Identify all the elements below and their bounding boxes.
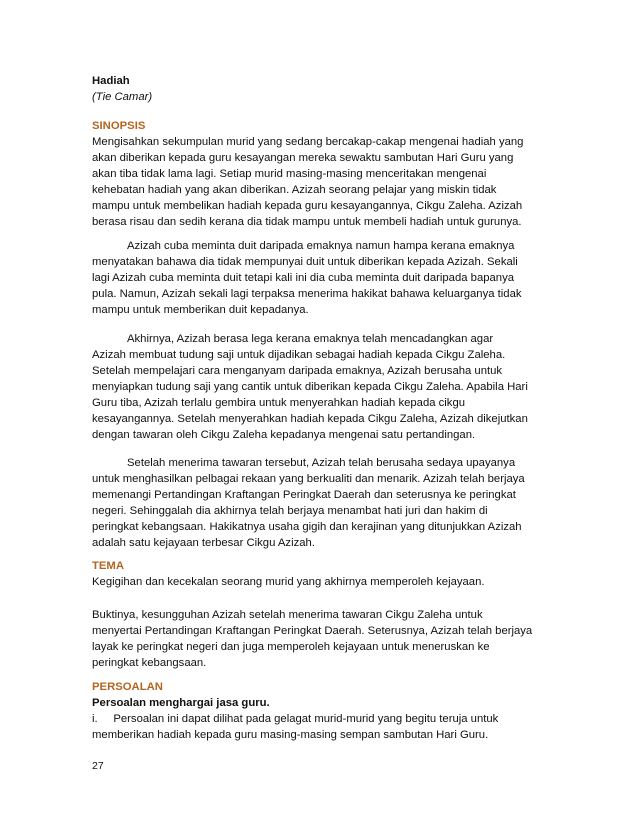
sinopsis-p3-line: Akhirnya, Azizah berasa lega kerana emaknya telah mencadangkan agar	[127, 333, 494, 345]
sinopsis-p3-line: Azizah membuat tudung saji untuk dijadikan sebagai hadiah kepada Cikgu Zaleha.	[92, 349, 506, 361]
sinopsis-heading: SINOPSIS	[92, 120, 146, 132]
tema-heading: TEMA	[92, 560, 125, 572]
sinopsis-paragraph-3	[92, 331, 552, 443]
tema-p2-line: menyertai Pertandingan Kraftangan Peringkat Daerah. Seterusnya, Azizah telah berjaya	[92, 625, 533, 637]
sinopsis-paragraph-2	[92, 238, 552, 318]
tema-p2-line: peringkat kebangsaan.	[92, 657, 207, 669]
sinopsis-p3-line: kesayangannya. Setelah menyerahkan hadiah kepada Cikgu Zaleha, Azizah dikejutkan	[92, 413, 528, 425]
tema-section	[92, 558, 552, 590]
sinopsis-p1-line: mampu untuk membelikan hadiah kepada guru kesayangannya, Cikgu Zaleha. Azizah	[92, 200, 523, 212]
story-author: (Tie Camar)	[92, 91, 153, 103]
sinopsis-p2-line: pula. Namun, Azizah sekali lagi terpaksa menerima hakikat bahawa keluarganya tidak	[92, 288, 522, 300]
sinopsis-p4-line: memenangi Pertandingan Kraftangan Peringkat Daerah dan seterusnya ke peringkat	[92, 489, 516, 501]
sinopsis-p4-line: Setelah menerima tawaran tersebut, Azizah telah berusaha sedaya upayanya	[127, 457, 516, 469]
sinopsis-p2-line: lagi Azizah cuba meminta duit tetapi kali ini dia cuba meminta duit daripada bapanya	[92, 272, 515, 284]
persoalan-p1-line: i. Persoalan ini dapat dilihat pada gelagat murid-murid yang begitu teruja untuk	[92, 713, 499, 725]
sinopsis-p4-line: untuk menghasilkan pelbagai rekaan yang berkualiti dan menarik. Azizah telah berjaya	[92, 473, 525, 485]
sinopsis-p4-line: negeri. Sehinggalah dia akhirnya telah berjaya menambat hati juri dan hakim di	[92, 505, 488, 517]
sinopsis-p3-line: Guru tiba, Azizah terlalu gembira untuk menyerahkan hadiah kepada cikgu	[92, 397, 466, 409]
page-number: 27	[92, 760, 104, 772]
sinopsis-p2-line: menyatakan bahawa dia tidak mempunyai duit untuk diberikan kepada Azizah. Sekali	[92, 256, 518, 268]
sinopsis-p4-line: peringkat kebangsaan. Hakikatnya usaha gigih dan kerajinan yang ditunjukkan Azizah	[92, 521, 522, 533]
sinopsis-p1-line: Mengisahkan sekumpulan murid yang sedang bercakap-cakap mengenai hadiah yang	[92, 136, 524, 148]
sinopsis-p2-line: mampu untuk memberikan duit kepadanya.	[92, 304, 309, 316]
sinopsis-p1-line: akan tiba tidak lama lagi. Setiap murid masing-masing menceritakan mengenai	[92, 168, 487, 180]
persoalan-subheading: Persoalan menghargai jasa guru.	[92, 697, 270, 709]
title-block	[92, 73, 552, 105]
persoalan-p1-line: memberikan hadiah kepada guru masing-masing sempan sambutan Hari Guru.	[92, 729, 489, 741]
sinopsis-p3-line: Setelah mempelajari cara menganyam daripada emaknya, Azizah berusaha untuk	[92, 365, 503, 377]
tema-paragraph-2	[92, 607, 552, 671]
sinopsis-p1-line: akan diberikan kepada guru kesayangan mereka sewaktu sambutan Hari Guru yang	[92, 152, 514, 164]
persoalan-section	[92, 679, 552, 743]
sinopsis-p3-line: dengan tawaran oleh Cikgu Zaleha kepadanya mengenai satu pertandingan.	[92, 429, 476, 441]
sinopsis-p2-line: Azizah cuba meminta duit daripada emaknya namun hampa kerana emaknya	[127, 240, 515, 252]
tema-p2-line: layak ke peringkat negeri dan juga memperoleh kejayaan untuk meneruskan ke	[92, 641, 490, 653]
sinopsis-p1-line: kehebatan hadiah yang akan diberikan. Azizah seorang pelajar yang miskin tidak	[92, 184, 497, 196]
sinopsis-section	[92, 118, 552, 230]
sinopsis-p3-line: menyiapkan tudung saji yang cantik untuk diberikan kepada Cikgu Zaleha. Apabila Hari	[92, 381, 528, 393]
sinopsis-paragraph-4	[92, 455, 552, 551]
sinopsis-p1-line: berasa risau dan sedih kerana dia tidak mampu untuk membeli hadiah untuk gurunya.	[92, 216, 522, 228]
tema-p1-line: Kegigihan dan kecekalan seorang murid yang akhirnya memperoleh kejayaan.	[92, 576, 485, 588]
persoalan-heading: PERSOALAN	[92, 681, 163, 693]
sinopsis-p4-line: adalah satu kejayaan terbesar Cikgu Azizah.	[92, 537, 315, 549]
story-title: Hadiah	[92, 75, 130, 87]
tema-p2-line: Buktinya, kesungguhan Azizah setelah menerima tawaran Cikgu Zaleha untuk	[92, 609, 483, 621]
